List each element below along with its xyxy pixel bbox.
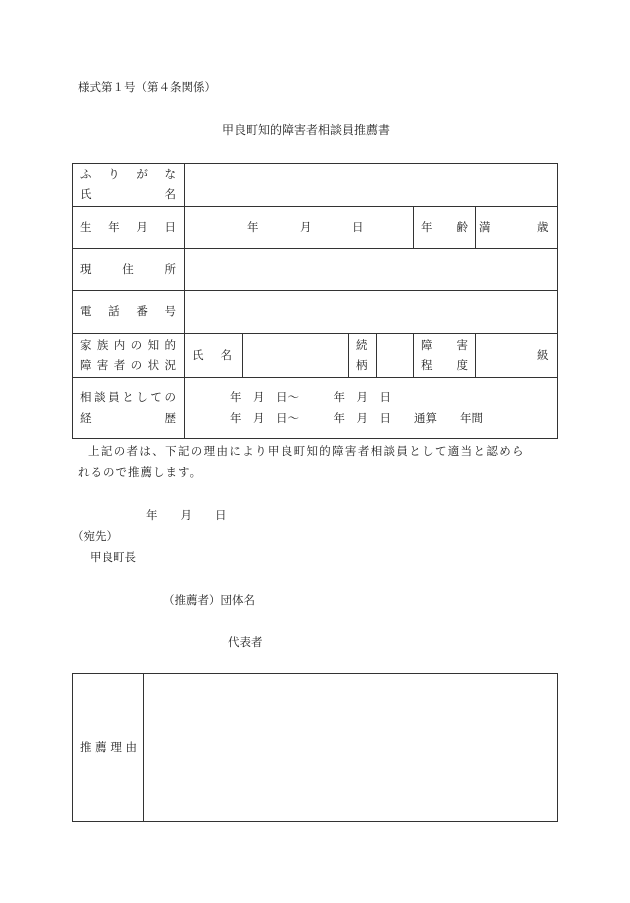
career-label-line1: 相 談 員 と し て の bbox=[80, 390, 176, 404]
furigana-label: ふ り が な bbox=[80, 167, 176, 181]
birth-day-unit: 日 bbox=[352, 220, 364, 234]
reason-label: 推 薦 理 由 bbox=[80, 740, 137, 754]
reason-field[interactable] bbox=[144, 674, 557, 821]
name-label: 氏 名 bbox=[80, 187, 176, 201]
age-field[interactable] bbox=[476, 207, 557, 248]
disability-label-1: 障 害 bbox=[421, 338, 468, 352]
relation-label-1: 続 bbox=[356, 338, 368, 352]
birth-year-unit: 年 bbox=[247, 220, 259, 234]
birth-month-unit: 月 bbox=[300, 220, 312, 234]
family-label-line1: 家 族 内 の 知 的 bbox=[80, 338, 176, 352]
page-title: 甲良町知的障害者相談員推薦書 bbox=[222, 123, 391, 137]
address-field[interactable] bbox=[185, 249, 557, 290]
birthdate-label: 生 年 月 日 bbox=[80, 220, 176, 234]
reason-box bbox=[72, 673, 558, 822]
addressee: 甲良町長 bbox=[90, 550, 136, 564]
family-name-label: 氏 名 bbox=[192, 348, 232, 362]
recommender-org-label: （推薦者）団体名 bbox=[163, 593, 255, 607]
career-row-1: 年 月 日～ 年 月 日 bbox=[230, 390, 391, 404]
birthdate-field[interactable] bbox=[185, 207, 413, 248]
date-line: 年 月 日 bbox=[146, 508, 227, 522]
career-label-line2: 経 歴 bbox=[80, 411, 176, 425]
relation-field[interactable] bbox=[377, 334, 413, 377]
career-field[interactable] bbox=[185, 378, 557, 438]
name-field[interactable] bbox=[185, 164, 557, 206]
statement-line-2: れるので推薦します。 bbox=[78, 465, 203, 479]
phone-field[interactable] bbox=[185, 291, 557, 333]
address-label: 現 住 所 bbox=[80, 262, 176, 276]
relation-label-2: 柄 bbox=[356, 358, 368, 372]
grade-field[interactable] bbox=[476, 334, 557, 377]
age-suffix: 歳 bbox=[537, 220, 549, 234]
family-name-field[interactable] bbox=[243, 334, 348, 377]
statement-line-1: 上記の者は、下記の理由により甲良町知的障害者相談員として適当と認めら bbox=[88, 444, 525, 458]
age-prefix: 満 bbox=[479, 220, 491, 234]
form-number: 様式第１号（第４条関係） bbox=[78, 80, 216, 94]
disability-label-2: 程 度 bbox=[421, 358, 468, 372]
career-row-2: 年 月 日～ 年 月 日 通算 年間 bbox=[230, 411, 483, 425]
representative-label: 代表者 bbox=[228, 635, 263, 649]
addressee-label: （宛先） bbox=[72, 529, 118, 543]
age-label: 年 齢 bbox=[421, 220, 468, 234]
phone-label: 電 話 番 号 bbox=[80, 304, 176, 318]
grade-unit: 級 bbox=[537, 348, 549, 362]
family-label-line2: 障 害 者 の 状 況 bbox=[80, 358, 176, 372]
